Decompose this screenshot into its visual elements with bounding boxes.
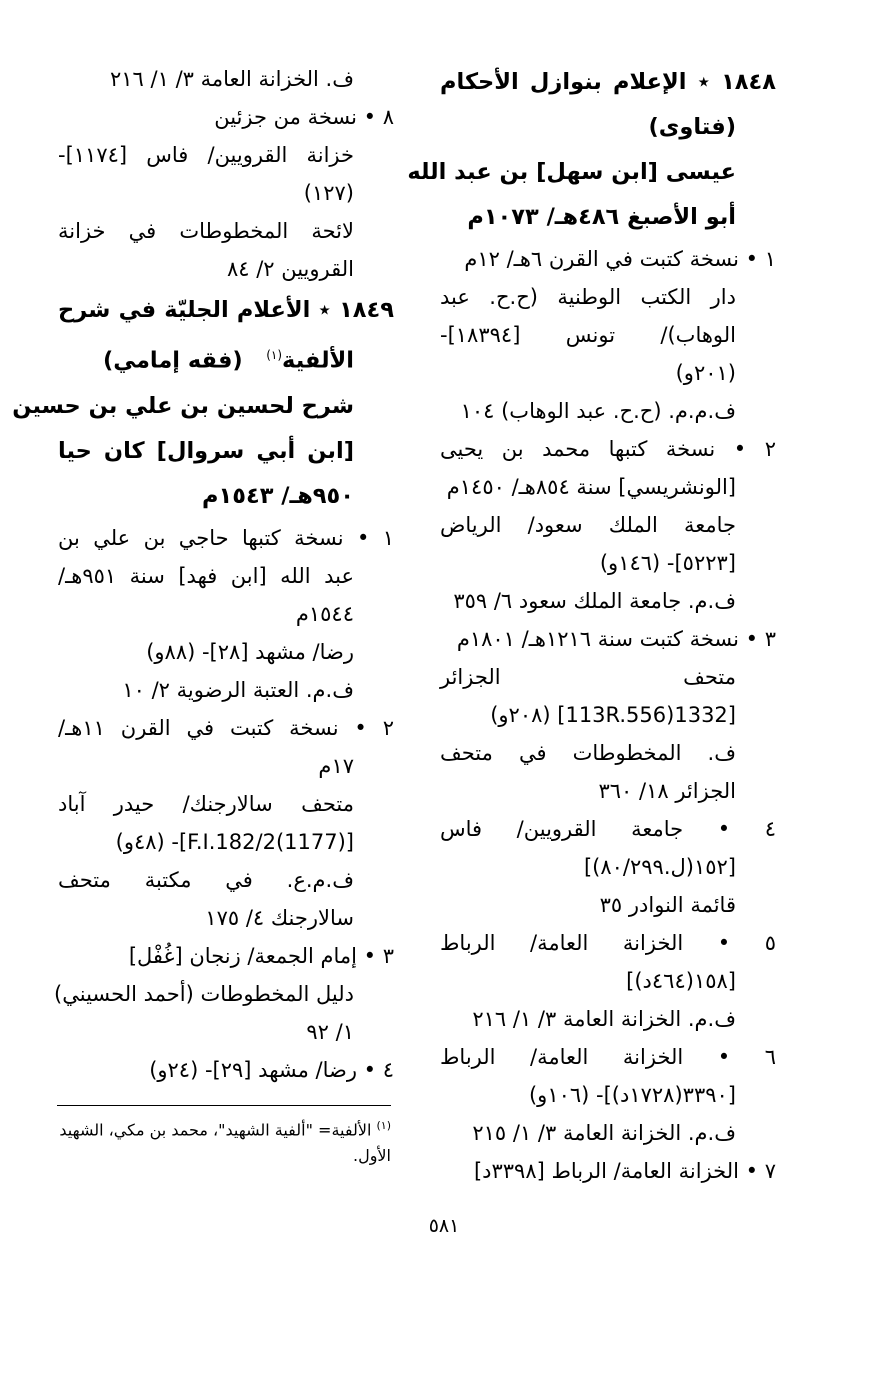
- footnote-line: الأول.: [352, 1146, 391, 1166]
- copy-item-line: ١ • نسخة كتبها حاجي بن علي بن: [58, 525, 394, 550]
- copy-item-1: [58, 519, 394, 709]
- copy-item-line: سالارجنك ٤/ ١٧٥: [205, 905, 354, 930]
- copy-item-line: ٥ • الخزانة العامة/ الرباط: [440, 931, 776, 955]
- copy-item-7: [440, 1152, 776, 1190]
- copy-item-8: [58, 98, 394, 288]
- right-column: [407, 60, 776, 1190]
- copy-item-line: جامعة الملك سعود/ الرياض: [440, 513, 736, 537]
- copy-item-3: [54, 937, 394, 1051]
- copy-item-line: ٢ • نسخة كتبها محمد بن يحيى: [440, 437, 776, 461]
- copy-item-4: [58, 1051, 394, 1089]
- copy-item-line: رضا/ مشهد [٢٨]- (٨٨و): [146, 639, 354, 664]
- copy-item-line: ٣ • نسخة كتبت سنة ١٢١٦هـ/ ١٨٠١م: [456, 627, 776, 651]
- copy-item-line: متحف الجزائر: [440, 665, 736, 689]
- copy-item-line: [٣٣٩٠(١٧٢٨د)]- (١٠٦و): [528, 1083, 736, 1107]
- copy-item-4: [440, 810, 776, 924]
- footnote-marker: (١): [376, 1119, 391, 1132]
- copy-item-line: [الونشريسي] سنة ٨٥٤هـ/ ١٤٥٠م: [446, 475, 736, 499]
- left-column: [12, 60, 394, 1089]
- page-number: ٥٨١: [428, 1215, 460, 1237]
- copy-item-line: [٥٢٢٣]- (١٤٦و): [599, 551, 736, 575]
- copy-item-line: ٢ • نسخة كتبت في القرن ١١هـ/: [58, 715, 394, 740]
- copy-item-line: ٦ • الخزانة العامة/ الرباط: [440, 1045, 776, 1069]
- copy-item-line: [١٥٨(٤٦٤د)]: [626, 969, 736, 993]
- copy-item-line: الجزائر ١٨/ ٣٦٠: [598, 779, 736, 803]
- copy-item-line: خزانة القرويين/ فاس [١١٧٤]-: [58, 143, 354, 167]
- entry-1848-author-date: أبو الأصبغ ٤٨٦هـ/ ١٠٧٣م: [467, 204, 736, 230]
- continuation-line: [58, 60, 394, 98]
- copy-item-line: ١ • نسخة كتبت في القرن ٦هـ/ ١٢م: [464, 247, 776, 271]
- copy-item-line: ف. الخزانة العامة ٣/ ١/ ٢١٦: [110, 67, 354, 91]
- copy-item-6: [440, 1038, 776, 1152]
- copy-item-line: ٨ • نسخة من جزئين: [214, 105, 394, 129]
- entry-1849-subject: [58, 333, 394, 384]
- copy-item-2: [58, 709, 394, 937]
- entry-1849-author-date: ٩٥٠هـ/ ١٥٤٣م: [202, 482, 354, 509]
- copy-item-3: [440, 620, 776, 810]
- copy-item-line: لائحة المخطوطات في خزانة: [58, 219, 354, 243]
- entry-1848-author: عيسى [ابن سهل] بن عبد الله: [407, 159, 736, 185]
- entry-1848: [407, 60, 776, 240]
- footnote-text: الألفية= "ألفية الشهيد"، محمد بن مكي، الشهيد: [59, 1120, 372, 1140]
- copy-item-line: [1332(113R.556] (٢٠٨و): [490, 703, 736, 727]
- copy-item-line: ٣ • إمام الجمعة/ زنجان [غُفْل]: [128, 943, 394, 968]
- copy-item-line: ف.م. الخزانة العامة ٣/ ١/ ٢١٥: [472, 1121, 736, 1145]
- copy-item-line: ٤ • رضا/ مشهد [٢٩]- (٢٤و): [149, 1057, 394, 1082]
- copy-item-line: ف. المخطوطات في متحف: [440, 741, 736, 765]
- entry-1849: [12, 288, 394, 519]
- copy-item-line: متحف سالارجنك/ حيدر آباد: [58, 791, 354, 816]
- copy-item-line: ٧ • الخزانة العامة/ الرباط [٣٣٩٨د]: [473, 1159, 776, 1183]
- copy-item-line: [(1177)F.I.182/2]- (٤٨و): [115, 829, 354, 854]
- copy-item-line: ١٥٤٤م: [295, 601, 354, 626]
- footnote-separator: [57, 1105, 391, 1106]
- copy-item-line: (٢٠١و): [675, 361, 736, 385]
- copy-item-line: دار الكتب الوطنية (ح.ح. عبد: [440, 285, 736, 309]
- entry-1849-author-cont: [ابن أبي سروال] كان حيا: [58, 437, 354, 464]
- entry-1849-author: شرح لحسين بن علي بن حسين: [12, 392, 354, 419]
- copy-item-line: الوهاب)/ تونس [١٨٣٩٤]-: [440, 323, 736, 347]
- copy-item-line: القرويين ٢/ ٨٤: [226, 257, 354, 281]
- copy-item-line: ٤ • جامعة القرويين/ فاس: [440, 817, 776, 841]
- footnote-line: [57, 1113, 391, 1143]
- entry-1848-title: ١٨٤٨ ٭ الإعلام بنوازل الأحكام: [440, 69, 776, 95]
- copy-item-line: ف.م.م. (ح.ح. عبد الوهاب) ١٠٤: [460, 399, 736, 423]
- footnote-reference: (١): [266, 348, 283, 362]
- copy-item-line: (١٢٧): [303, 181, 354, 205]
- entry-1849-title: ١٨٤٩ ٭ الأعلام الجليّة في شرح: [58, 297, 394, 323]
- copy-item-2: [440, 430, 776, 620]
- copy-item-line: ١/ ٩٢: [306, 1019, 354, 1044]
- copy-item-line: [١٥٢(ل.٨٠/٢٩٩)]: [583, 855, 736, 879]
- footnote: [57, 1113, 391, 1169]
- copy-item-line: ف.م. الخزانة العامة ٣/ ١/ ٢١٦: [472, 1007, 736, 1031]
- copy-item-line: دليل المخطوطات (أحمد الحسيني): [54, 981, 354, 1006]
- copy-item-line: قائمة النوادر ٣٥: [599, 893, 736, 917]
- copy-item-line: ف.م. العتبة الرضوية ٢/ ١٠: [122, 677, 354, 702]
- copy-item-line: ف.م. جامعة الملك سعود ٦/ ٣٥٩: [453, 589, 736, 613]
- copy-item-line: ١٧م: [318, 753, 354, 778]
- entry-1849-title-end: الألفية: [282, 347, 354, 374]
- copy-item-5: [440, 924, 776, 1038]
- copy-item-line: عبد الله [ابن فهد] سنة ٩٥١هـ/: [58, 563, 354, 588]
- entry-1849-subject-label: (فقه إمامي): [102, 347, 243, 374]
- copy-item-line: ف.م.ع. في مكتبة متحف: [58, 867, 354, 892]
- entry-1848-subject: (فتاوى): [648, 114, 736, 140]
- copy-item-1: [440, 240, 776, 430]
